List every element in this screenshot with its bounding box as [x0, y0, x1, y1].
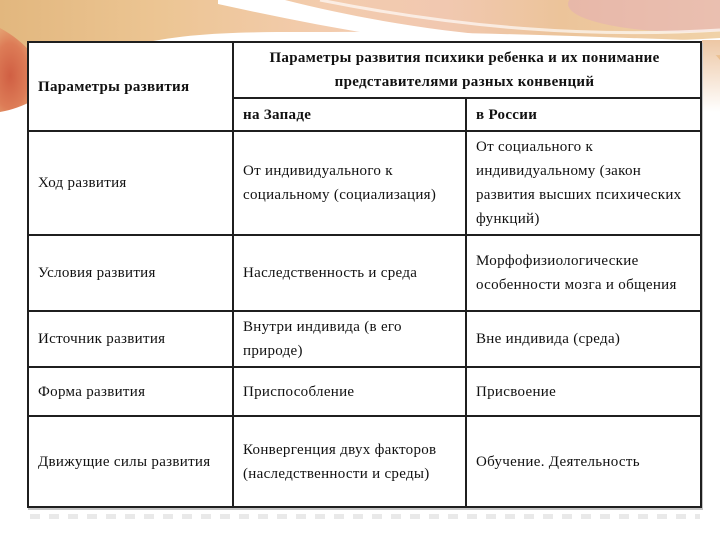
row-russia-value: Обучение. Деятельность	[466, 416, 701, 507]
row-west-value: От индивидуального к социальному (социализация)	[233, 131, 466, 235]
row-west-value: Конвергенция двух факторов (наследственности и среды)	[233, 416, 466, 507]
row-russia-value: Морфофизиологические особенности мозга и общения	[466, 235, 701, 311]
row-russia-value: От социального к индивидуальному (закон развития высших психических функций)	[466, 131, 701, 235]
row-param: Ход развития	[28, 131, 233, 235]
row-russia-value: Вне индивида (среда)	[466, 311, 701, 367]
dotted-divider	[30, 514, 700, 519]
table-row	[28, 235, 701, 311]
table-row	[28, 416, 701, 507]
table-row	[28, 311, 701, 367]
development-parameters-table	[27, 41, 702, 508]
row-param: Движущие силы развития	[28, 416, 233, 507]
row-russia-value: Присвоение	[466, 367, 701, 416]
table-row	[28, 131, 701, 235]
row-west-value: Приспособление	[233, 367, 466, 416]
col-header-russia: в России	[466, 98, 701, 131]
row-west-value: Наследственность и среда	[233, 235, 466, 311]
col-header-span: Параметры развития психики ребенка и их понимание представителями разных конвенций	[233, 42, 701, 98]
right-margin-fade	[702, 40, 720, 112]
table-row	[28, 367, 701, 416]
row-param: Форма развития	[28, 367, 233, 416]
row-param: Условия развития	[28, 235, 233, 311]
col-header-parameters: Параметры развития	[28, 42, 233, 131]
row-west-value: Внутри индивида (в его природе)	[233, 311, 466, 367]
row-param: Источник развития	[28, 311, 233, 367]
table-header-row	[28, 42, 701, 98]
col-header-west: на Западе	[233, 98, 466, 131]
